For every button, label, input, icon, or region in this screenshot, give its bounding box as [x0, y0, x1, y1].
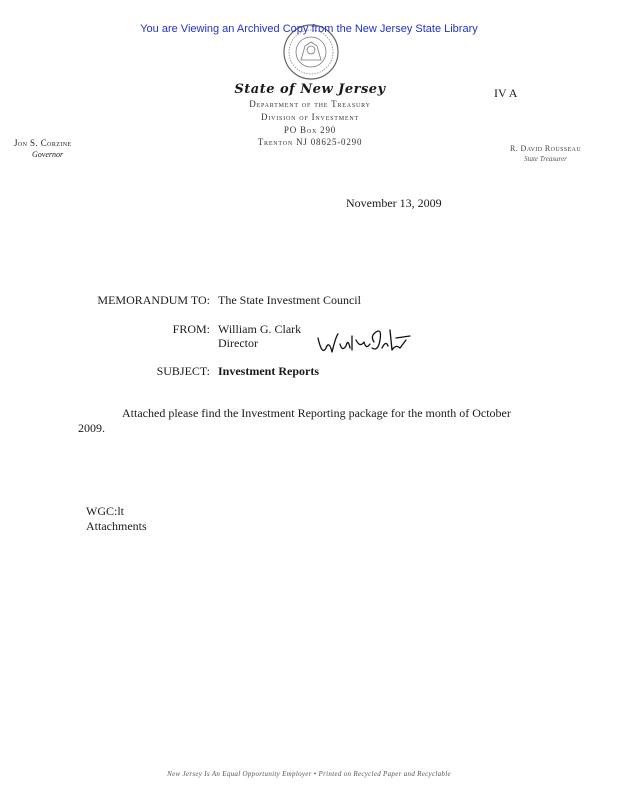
signature-icon	[316, 326, 416, 360]
letterhead-footer: New Jersey Is An Equal Opportunity Employer • Printed on Recycled Paper and Recyclable	[167, 770, 451, 778]
treasurer-title: State Treasurer	[524, 155, 567, 163]
letterhead-division: Division of Investment	[261, 112, 359, 122]
memo-subject-value: Investment Reports	[218, 364, 319, 378]
governor-name: Jon S. Corzine	[14, 138, 72, 148]
archive-banner: You are Viewing an Archived Copy from the New Jersey State Library	[140, 23, 478, 35]
memo-from-name: William G. Clark	[218, 322, 302, 336]
letterhead-po-box: PO Box 290	[283, 125, 337, 135]
memo-to-value: The State Investment Council	[218, 293, 361, 307]
memo-from-label: FROM:	[172, 322, 210, 336]
letterhead-city: Trenton NJ 08625-0290	[257, 137, 363, 147]
memo-initials: WGC:lt	[86, 504, 124, 518]
reference-code: IV A	[494, 86, 518, 100]
governor-title: Governor	[32, 150, 64, 159]
letterhead-state: State of New Jersey	[234, 82, 386, 97]
letterhead-department: Department of the Treasury	[249, 99, 371, 109]
memo-date: November 13, 2009	[346, 196, 442, 210]
memo-attachments: Attachments	[86, 519, 147, 533]
memo-to-label: MEMORANDUM TO:	[97, 293, 210, 307]
treasurer-name: R. David Rousseau	[510, 144, 582, 153]
memo-body-line1: Attached please find the Investment Reporting package for the month of October	[122, 406, 511, 420]
memo-body	[78, 406, 538, 436]
memo-body-line2: 2009.	[78, 421, 105, 435]
memo-subject-label: SUBJECT:	[156, 364, 210, 378]
memo-from-title: Director	[218, 336, 258, 350]
